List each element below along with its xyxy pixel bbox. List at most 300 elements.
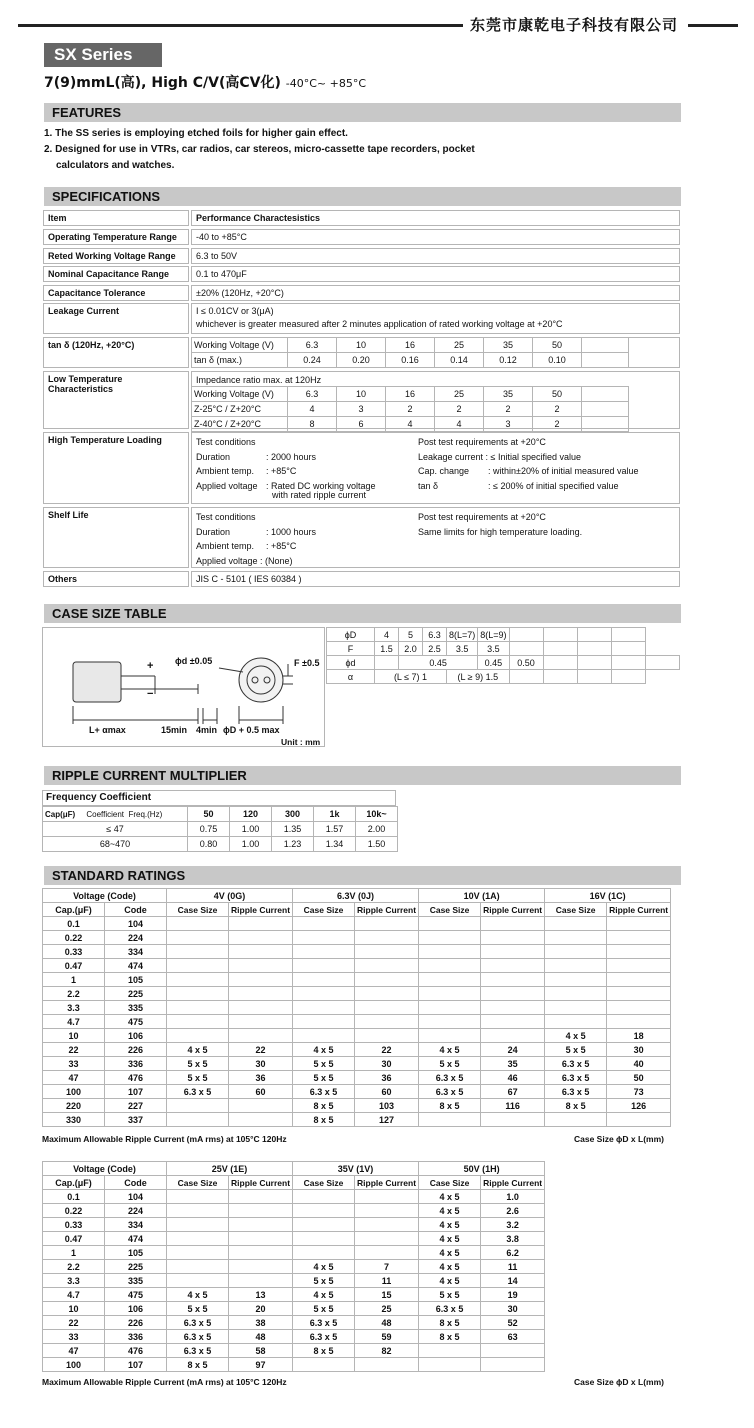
ratings-cell [545, 1001, 607, 1015]
ratings-voltage-header: 4V (0G) [167, 889, 293, 903]
low-empty-cell [582, 402, 629, 417]
ratings-cell [419, 945, 481, 959]
ripple-value-cell: 1.23 [272, 837, 314, 852]
ratings-cell [355, 987, 419, 1001]
ratings-cell: 474 [105, 1232, 167, 1246]
ripple-table [42, 806, 398, 852]
series-title: SX Series [44, 43, 162, 67]
ratings-row [43, 1001, 671, 1015]
high-applied-value: : Rated DC working voltage [266, 481, 376, 491]
tan-value-cell: 0.16 [386, 353, 435, 368]
low-z25-cell: 2 [484, 402, 533, 417]
ratings-cell [293, 931, 355, 945]
ratings-row [43, 959, 671, 973]
case-phid-label: ϕd [327, 656, 375, 670]
negative-mark: − [147, 688, 154, 700]
ratings-cell [481, 1113, 545, 1127]
tan-voltage-cell: 6.3 [288, 338, 337, 353]
ratings-cell [167, 931, 229, 945]
ratings-cell: 1 [43, 1246, 105, 1260]
ratings-cell: 4 x 5 [419, 1232, 481, 1246]
spec-item-header: Item [43, 210, 189, 226]
ratings-cell [355, 1218, 419, 1232]
ratings-cap-header: Cap.(μF) [43, 903, 105, 917]
ratings-cell [167, 1260, 229, 1274]
ratings-cell [229, 1113, 293, 1127]
ratings-cell [167, 1099, 229, 1113]
ratings-cell: 59 [355, 1330, 419, 1344]
ratings-cell: 22 [43, 1043, 105, 1057]
ratings-row [43, 1043, 671, 1057]
case-cell: 2.5 [423, 642, 447, 656]
case-cell: 3.5 [447, 642, 478, 656]
ratings-cell [229, 1190, 293, 1204]
ratings-cell: 5 x 5 [167, 1302, 229, 1316]
ratings-cell [419, 917, 481, 931]
ratings-row [43, 1099, 671, 1113]
positive-mark: + [147, 660, 154, 672]
ratings-row [43, 1057, 671, 1071]
low-z40-row [192, 417, 629, 432]
ratings-row [43, 1029, 671, 1043]
ripple-freq-cell: 120 [230, 807, 272, 822]
ratings-cell [355, 959, 419, 973]
case-empty-cell [577, 656, 611, 670]
ratings-cell [481, 917, 545, 931]
ratings-cell: 104 [105, 1190, 167, 1204]
ratings-row [43, 973, 671, 987]
low-voltage-cell: 50 [533, 387, 582, 402]
case-phid-value: 0.45 [478, 656, 509, 670]
ratings-cell: 225 [105, 1260, 167, 1274]
ratings-cell: 4 x 5 [293, 1043, 355, 1057]
ratings-cell [607, 1015, 671, 1029]
ratings-cell: 475 [105, 1288, 167, 1302]
ratings-case-size-header: Case Size [545, 903, 607, 917]
case-empty-cell [543, 656, 577, 670]
lead-spacing-label: F ±0.5 [294, 658, 320, 668]
high-duration-label: Duration [196, 452, 231, 462]
shelf-ambient-value: : +85°C [266, 541, 297, 551]
ratings-row [43, 1260, 545, 1274]
low-voltage-label: Working Voltage (V) [192, 387, 288, 402]
ratings-footer-left-2: Maximum Allowable Ripple Current (mA rms) at 105°C 120Hz [42, 1377, 287, 1387]
ratings-cell: 6.3 x 5 [545, 1071, 607, 1085]
ratings-cell [545, 945, 607, 959]
ratings-cell: 60 [229, 1085, 293, 1099]
ratings-cell: 8 x 5 [419, 1099, 481, 1113]
tan-value-cell: 0.14 [435, 353, 484, 368]
ratings-cell: 19 [481, 1288, 545, 1302]
ratings-cell [229, 945, 293, 959]
ratings-ripple-header: Ripple Current [355, 1176, 419, 1190]
spec-cap-tolerance-label: Capacitance Tolerance [43, 285, 189, 301]
ratings-cell [355, 931, 419, 945]
low-z40-cell: 4 [386, 417, 435, 432]
shelf-post-test: Post test requirements at +20°C [418, 512, 546, 522]
ratings-cell [293, 1015, 355, 1029]
case-cell: 5 [399, 628, 423, 642]
case-cell: 4 [375, 628, 399, 642]
ratings-cell: 8 x 5 [545, 1099, 607, 1113]
ratings-cell: 5 x 5 [293, 1057, 355, 1071]
high-ambient-label: Ambient temp. [196, 466, 255, 476]
case-size-table [326, 627, 680, 684]
ripple-cap-cell: ≤ 47 [43, 822, 188, 837]
case-alpha-row [327, 670, 680, 684]
ratings-cell [293, 987, 355, 1001]
low-temp-title: Impedance ratio max. at 120Hz [196, 375, 322, 385]
ratings-row [43, 1015, 671, 1029]
high-cap-change-value: : within±20% of initial measured value [488, 466, 639, 476]
ratings-cell: 6.3 x 5 [545, 1057, 607, 1071]
ratings-cell [293, 917, 355, 931]
ratings-cell [167, 973, 229, 987]
spec-cap-tolerance-value: ±20% (120Hz, +20°C) [191, 285, 680, 301]
ratings-subheader-row [43, 903, 671, 917]
spec-tan-label: tan δ (120Hz, +20°C) [43, 337, 189, 368]
ratings-cell: 36 [229, 1071, 293, 1085]
ratings-footer-right-1: Case Size ϕD x L(mm) [574, 1134, 664, 1144]
ratings-cell [419, 1001, 481, 1015]
ratings-cell [167, 917, 229, 931]
tan-delta-table [191, 337, 629, 368]
ratings-cell: 4.7 [43, 1015, 105, 1029]
lead-gap-label: 4min [196, 725, 218, 735]
ratings-row [43, 1274, 545, 1288]
case-empty-cell [509, 628, 543, 642]
ratings-cell [355, 945, 419, 959]
ratings-case-size-header: Case Size [419, 903, 481, 917]
ripple-value-cell: 0.75 [188, 822, 230, 837]
ratings-cell [607, 987, 671, 1001]
case-cell: 2.0 [399, 642, 423, 656]
ratings-cell [167, 1232, 229, 1246]
ratings-cell: 5 x 5 [419, 1057, 481, 1071]
low-empty-cell [582, 417, 629, 432]
ratings-voltage-header: 6.3V (0J) [293, 889, 419, 903]
series-subtitle: 7(9)mmL(高), High C/V(高CV化) -40°C~ +85°C [44, 75, 367, 91]
ratings-cell [229, 917, 293, 931]
leakage-condition: whichever is greater measured after 2 minutes application of rated working voltage at +20°C [196, 319, 563, 329]
case-cell: 1.5 [375, 642, 399, 656]
ratings-cell: 107 [105, 1358, 167, 1372]
ratings-cell: 4 x 5 [419, 1204, 481, 1218]
ratings-voltage-header: 50V (1H) [419, 1162, 545, 1176]
spec-shelf-life-label: Shelf Life [43, 507, 189, 568]
ripple-value-cell: 0.80 [188, 837, 230, 852]
ratings-voltage-code-header: Voltage (Code) [43, 889, 167, 903]
ratings-cell: 6.3 x 5 [293, 1316, 355, 1330]
ratings-cell: 7 [355, 1260, 419, 1274]
ratings-cell: 105 [105, 1246, 167, 1260]
ratings-cell: 0.22 [43, 1204, 105, 1218]
ratings-cell [481, 1344, 545, 1358]
ratings-cell: 11 [481, 1260, 545, 1274]
ripple-value-cell: 1.00 [230, 822, 272, 837]
ratings-cell: 2.6 [481, 1204, 545, 1218]
low-voltage-cell: 6.3 [288, 387, 337, 402]
ratings-row [43, 1218, 545, 1232]
high-applied-value-cont: with rated ripple current [272, 490, 367, 500]
ripple-value-cell: 1.35 [272, 822, 314, 837]
ratings-cell: 30 [355, 1057, 419, 1071]
ratings-cell [167, 1001, 229, 1015]
ratings-cell: 4 x 5 [167, 1043, 229, 1057]
ratings-cell [229, 1029, 293, 1043]
ratings-cell: 126 [607, 1099, 671, 1113]
spec-rated-voltage-label: Reted Working Voltage Range [43, 248, 189, 264]
spec-low-temp-label: Low Temperature Characteristics [43, 371, 189, 429]
ratings-cell: 18 [607, 1029, 671, 1043]
ratings-cell: 6.3 x 5 [419, 1302, 481, 1316]
ratings-cell: 227 [105, 1099, 167, 1113]
ratings-cell: 0.47 [43, 1232, 105, 1246]
shelf-ambient-label: Ambient temp. [196, 541, 255, 551]
ratings-cell: 38 [229, 1316, 293, 1330]
ratings-cell: 105 [105, 973, 167, 987]
ratings-ripple-header: Ripple Current [481, 903, 545, 917]
ratings-voltage-row [43, 1162, 545, 1176]
ratings-cell: 104 [105, 917, 167, 931]
spec-low-temp-value [191, 371, 680, 429]
spec-rated-voltage-value: 6.3 to 50V [191, 248, 680, 264]
ratings-row [43, 1288, 545, 1302]
ratings-cell: 6.3 x 5 [167, 1344, 229, 1358]
company-name: 东莞市康乾电子科技有限公司 [470, 16, 679, 34]
ratings-cell [419, 987, 481, 1001]
ratings-cell: 4 x 5 [419, 1043, 481, 1057]
low-z40-cell: 4 [435, 417, 484, 432]
spec-nominal-cap-label: Nominal Capacitance Range [43, 266, 189, 282]
tan-voltage-cell: 16 [386, 338, 435, 353]
ratings-cell: 36 [355, 1071, 419, 1085]
ratings-cell: 22 [229, 1043, 293, 1057]
spec-op-temp-value: -40 to +85°C [191, 229, 680, 245]
ratings-cell [229, 1015, 293, 1029]
shelf-applied-voltage: Applied voltage : (None) [196, 556, 293, 566]
ratings-ripple-header: Ripple Current [229, 903, 293, 917]
ratings-cell: 8 x 5 [293, 1099, 355, 1113]
ratings-row [43, 1316, 545, 1330]
ratings-cell [419, 1358, 481, 1372]
case-empty-cell [509, 670, 543, 684]
ratings-cell [293, 1358, 355, 1372]
ratings-cell: 15 [355, 1288, 419, 1302]
ratings-cell: 4 x 5 [419, 1260, 481, 1274]
ratings-cell: 5 x 5 [167, 1071, 229, 1085]
ratings-cell: 6.3 x 5 [545, 1085, 607, 1099]
ratings-cell: 3.3 [43, 1274, 105, 1288]
ratings-cell: 50 [607, 1071, 671, 1085]
ratings-cell [167, 1274, 229, 1288]
ratings-cell: 476 [105, 1071, 167, 1085]
tan-value-cell: 0.12 [484, 353, 533, 368]
ratings-cell [355, 1358, 419, 1372]
ratings-cell: 474 [105, 959, 167, 973]
low-z40-cell: 8 [288, 417, 337, 432]
ratings-cell [545, 987, 607, 1001]
ripple-freq-cell: 50 [188, 807, 230, 822]
ratings-cell: 334 [105, 945, 167, 959]
ratings-table-2 [42, 1161, 545, 1372]
spec-op-temp-label: Operating Temperature Range [43, 229, 189, 245]
ratings-ripple-header: Ripple Current [607, 903, 671, 917]
spec-others-value: JIS C - 5101 ( IES 60384 ) [191, 571, 680, 587]
ripple-header-row [43, 807, 398, 822]
ratings-cell [229, 1274, 293, 1288]
ratings-cell: 47 [43, 1071, 105, 1085]
ratings-cell [607, 973, 671, 987]
ratings-cell: 46 [481, 1071, 545, 1085]
ratings-cell: 336 [105, 1057, 167, 1071]
ratings-row [43, 1344, 545, 1358]
ratings-cell: 4 x 5 [419, 1274, 481, 1288]
ratings-cell [293, 1204, 355, 1218]
ripple-value-cell: 2.00 [356, 822, 398, 837]
ratings-row [43, 1330, 545, 1344]
ratings-cell: 330 [43, 1113, 105, 1127]
ratings-cell [419, 931, 481, 945]
ratings-cell [545, 973, 607, 987]
ratings-cell: 335 [105, 1274, 167, 1288]
ratings-cell [167, 1246, 229, 1260]
ratings-cell [607, 959, 671, 973]
ratings-cell: 3.8 [481, 1232, 545, 1246]
ratings-cell: 106 [105, 1029, 167, 1043]
ratings-cell [419, 1029, 481, 1043]
ratings-cell: 0.33 [43, 945, 105, 959]
ripple-corner-header [43, 807, 188, 822]
feature-item-2-cont: calculators and watches. [56, 160, 175, 171]
ratings-cell: 1.0 [481, 1190, 545, 1204]
low-z25-row [192, 402, 629, 417]
ratings-cell: 225 [105, 987, 167, 1001]
ratings-cell: 5 x 5 [293, 1274, 355, 1288]
ratings-cell: 97 [229, 1358, 293, 1372]
ratings-cell [229, 973, 293, 987]
low-z25-cell: 2 [386, 402, 435, 417]
ratings-footer-right-2: Case Size ϕD x L(mm) [574, 1377, 664, 1387]
ratings-cell: 6.3 x 5 [167, 1330, 229, 1344]
ratings-cell [293, 1190, 355, 1204]
case-alpha-value: (L ≤ 7) 1 [375, 670, 447, 684]
low-voltage-cell: 10 [337, 387, 386, 402]
case-empty-cell [543, 628, 577, 642]
low-voltage-cell: 35 [484, 387, 533, 402]
ratings-cell: 30 [229, 1057, 293, 1071]
ratings-cell [229, 1260, 293, 1274]
ripple-row [43, 837, 398, 852]
case-empty-cell [577, 628, 611, 642]
ratings-cell: 63 [481, 1330, 545, 1344]
ratings-cell [481, 1001, 545, 1015]
ratings-voltage-header: 10V (1A) [419, 889, 545, 903]
ratings-row [43, 987, 671, 1001]
ratings-cell [481, 1015, 545, 1029]
ratings-cell [481, 945, 545, 959]
case-empty-cell [543, 670, 577, 684]
ratings-case-size-header: Case Size [419, 1176, 481, 1190]
case-empty-cell [611, 642, 645, 656]
case-empty-cell [611, 656, 645, 670]
ratings-voltage-code-header: Voltage (Code) [43, 1162, 167, 1176]
standard-ratings-heading: STANDARD RATINGS [44, 866, 681, 885]
ratings-cell [481, 1029, 545, 1043]
ratings-cell: 4 x 5 [419, 1190, 481, 1204]
ripple-value-cell: 1.00 [230, 837, 272, 852]
low-voltage-cell: 16 [386, 387, 435, 402]
case-phid-value: 0.45 [399, 656, 478, 670]
spec-others-label: Others [43, 571, 189, 587]
ratings-cell [607, 1113, 671, 1127]
low-z40-cell: 6 [337, 417, 386, 432]
ratings-cell [293, 1218, 355, 1232]
spec-leakage-value [191, 303, 680, 334]
ratings-cell [167, 1218, 229, 1232]
tan-value-label: tan δ (max.) [192, 353, 288, 368]
ratings-cell: 224 [105, 1204, 167, 1218]
ratings-cell: 52 [481, 1316, 545, 1330]
ratings-cell [419, 973, 481, 987]
ratings-cell: 30 [607, 1043, 671, 1057]
ripple-cap-cell: 68~470 [43, 837, 188, 852]
ratings-cell: 220 [43, 1099, 105, 1113]
tan-value-cell: 0.10 [533, 353, 582, 368]
ratings-voltage-header: 25V (1E) [167, 1162, 293, 1176]
case-cell: 3.5 [478, 642, 509, 656]
leakage-formula: I ≤ 0.01CV or 3(μA) [196, 306, 274, 316]
tan-voltage-cell: 10 [337, 338, 386, 353]
spec-high-temp-label: High Temperature Loading [43, 432, 189, 504]
ratings-cell [355, 1232, 419, 1246]
ratings-cell [229, 1232, 293, 1246]
spec-high-temp-value [191, 432, 680, 504]
case-empty-cell [509, 642, 543, 656]
ratings-cell: 73 [607, 1085, 671, 1099]
case-cell: 8(L=9) [478, 628, 509, 642]
case-phid-row [327, 656, 680, 670]
ratings-subheader-row [43, 1176, 545, 1190]
tan-voltage-cell: 35 [484, 338, 533, 353]
ratings-row [43, 931, 671, 945]
ratings-cell [293, 1029, 355, 1043]
ratings-cell [355, 1190, 419, 1204]
low-temp-table [191, 386, 629, 432]
ratings-cell: 100 [43, 1085, 105, 1099]
case-empty-cell [577, 670, 611, 684]
ratings-cell [355, 1204, 419, 1218]
header-rule-right [688, 24, 738, 27]
ratings-cell [419, 959, 481, 973]
ratings-cell: 0.33 [43, 1218, 105, 1232]
ratings-cell: 6.3 x 5 [293, 1085, 355, 1099]
ratings-cell [229, 1099, 293, 1113]
ratings-cell: 100 [43, 1358, 105, 1372]
ratings-cell: 48 [229, 1330, 293, 1344]
high-tan-label: tan δ [418, 481, 439, 491]
ratings-cell [355, 1015, 419, 1029]
ratings-cell: 5 x 5 [293, 1302, 355, 1316]
features-heading: FEATURES [44, 103, 681, 122]
ratings-cell [293, 959, 355, 973]
ratings-cell [481, 959, 545, 973]
ratings-cell [229, 1001, 293, 1015]
high-test-conditions: Test conditions [196, 437, 256, 447]
high-ambient-value: : +85°C [266, 466, 297, 476]
ratings-cell: 11 [355, 1274, 419, 1288]
ratings-cell [293, 973, 355, 987]
